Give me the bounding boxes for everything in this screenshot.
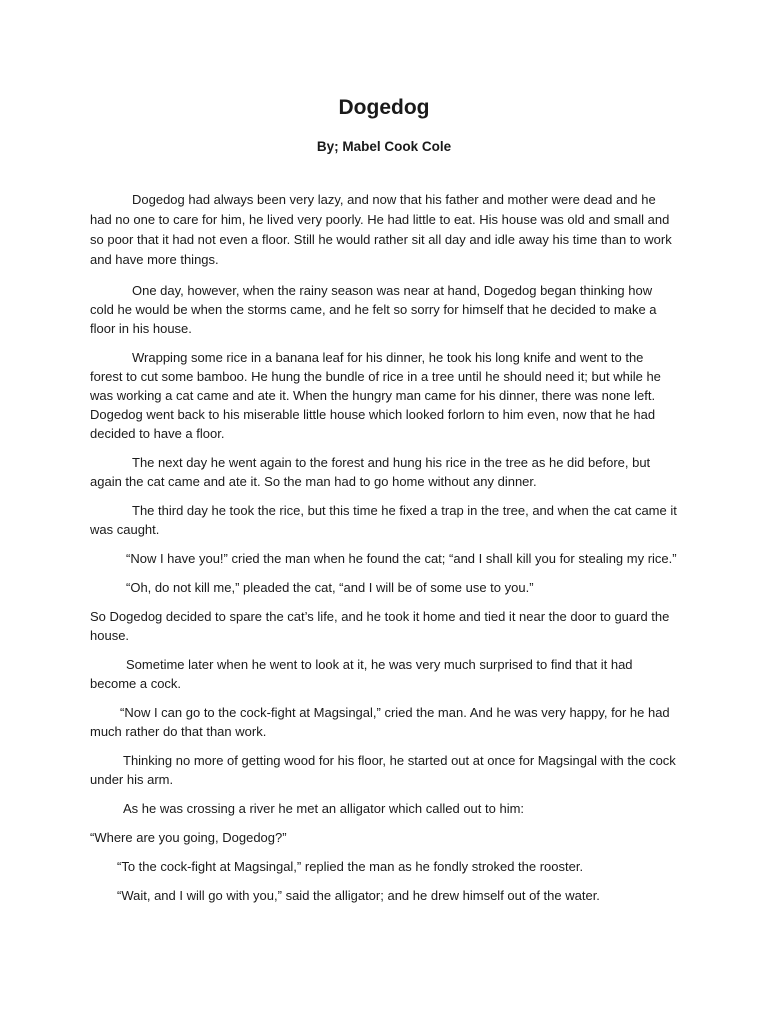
- story-paragraph: As he was crossing a river he met an alligator which called out to him:: [123, 801, 525, 816]
- story-paragraph: The third day he took the rice, but this time he fixed a trap in the tree, and when the cat came it was caught.: [90, 503, 677, 537]
- story-paragraph: “Wait, and I will go with you,” said the alligator; and he drew himself out of the water.: [117, 888, 600, 903]
- story-paragraph: “To the cock-fight at Magsingal,” replied the man as he fondly stroked the rooster.: [117, 859, 584, 874]
- story-paragraph: “Where are you going, Dogedog?”: [90, 830, 287, 845]
- story-body: [90, 190, 678, 905]
- story-paragraph: So Dogedog decided to spare the cat’s life, and he took it home and tied it near the door to guard the house.: [90, 609, 670, 643]
- story-paragraph: Sometime later when he went to look at it, he was very much surprised to find that it had become a cock.: [90, 657, 633, 691]
- story-paragraph: The next day he went again to the forest and hung his rice in the tree as he did before, but again the cat came and ate it. So the man had to go home without any dinner.: [90, 455, 651, 489]
- story-paragraph: One day, however, when the rainy season was near at hand, Dogedog began thinking how cold he would be when the storms came, and he felt so sorry for himself that he decided to make a floor in his house.: [90, 283, 657, 336]
- story-author: By; Mabel Cook Cole: [316, 139, 452, 154]
- story-paragraph: Wrapping some rice in a banana leaf for his dinner, he took his long knife and went to the forest to cut some bamboo. He hung the bundle of rice in a tree until he should need it; but while he was working a cat came and ate it. When the hungry man came for his dinner, there was none left. Dogedog went back to his miserable little house which looked forlorn to him even, now that he had decided to have a floor.: [90, 350, 661, 441]
- story-paragraph: Dogedog had always been very lazy, and now that his father and mother were dead and he had no one to care for him, he lived very poorly. He had little to eat. His house was old and small and so poor that it had not even a floor. Still he would rather sit all day and idle away his time than to work and have more things.: [90, 192, 672, 267]
- story-title: Dogedog: [338, 96, 430, 119]
- story-paragraph: Thinking no more of getting wood for his floor, he started out at once for Magsingal with the cock under his arm.: [90, 753, 676, 787]
- story-paragraph: “Now I can go to the cock-fight at Magsingal,” cried the man. And he was very happy, for he had much rather do that than work.: [90, 705, 670, 739]
- story-paragraph: “Now I have you!” cried the man when he found the cat; “and I shall kill you for stealing my rice.”: [126, 551, 677, 566]
- story-paragraph: “Oh, do not kill me,” pleaded the cat, “and I will be of some use to you.”: [126, 580, 534, 595]
